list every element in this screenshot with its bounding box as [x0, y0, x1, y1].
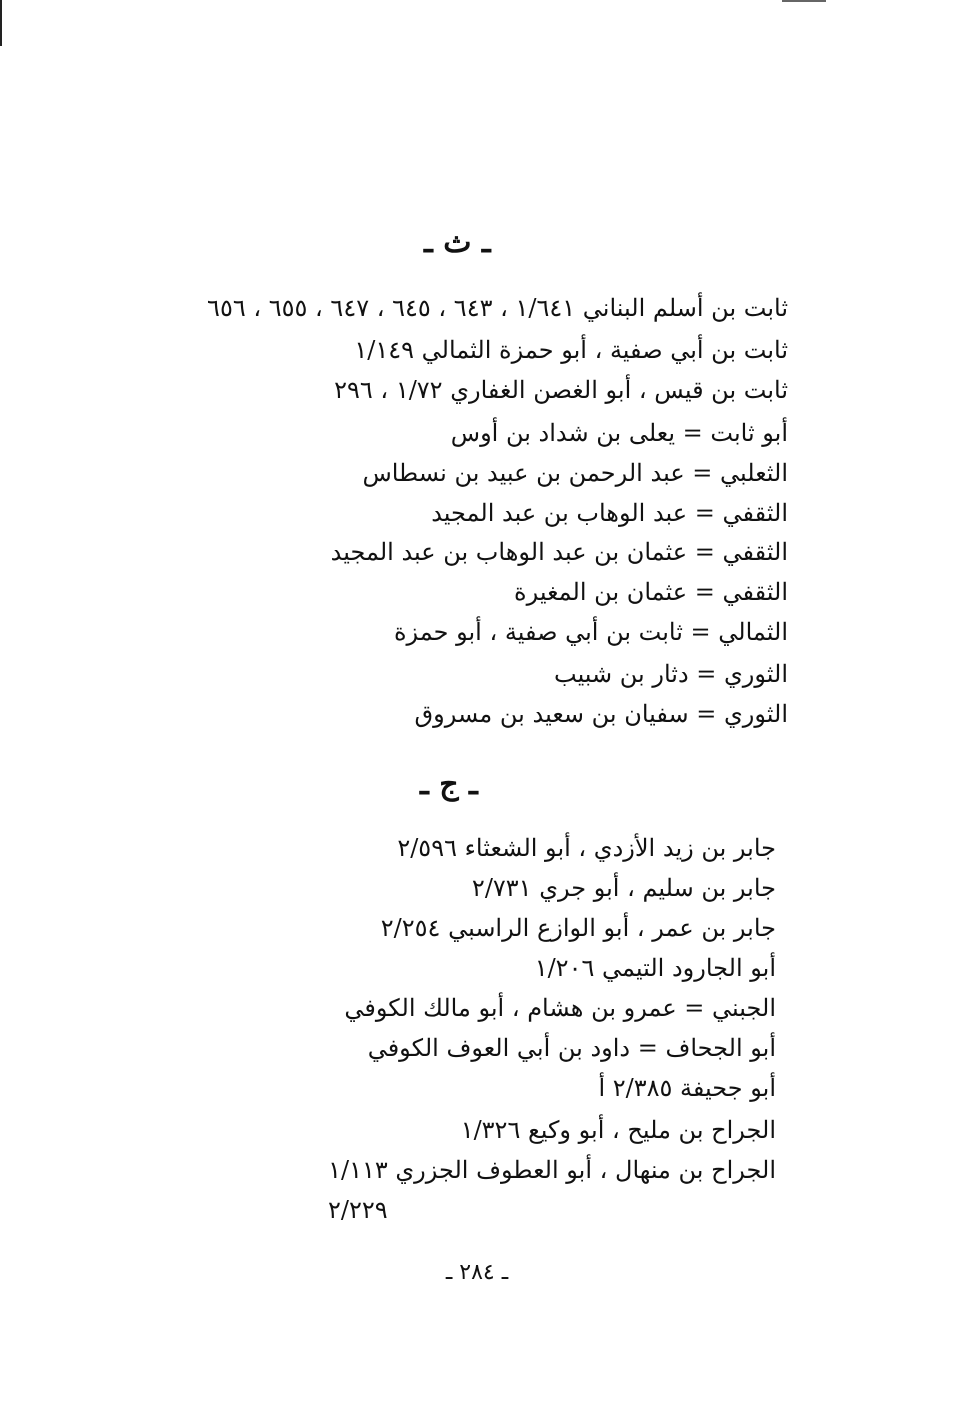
section-heading-jim: ـ ج ـ [420, 767, 478, 802]
index-entry: جابر بن زيد الأزدي ، أبو الشعثاء ٢/٥٩٦ [397, 834, 776, 862]
index-entry: الثوري = سفيان بن سعيد بن مسروق [414, 700, 788, 728]
section-heading-tha: ـ ث ـ [424, 225, 491, 260]
index-entry: أبو ثابت = يعلى بن شداد بن أوس [450, 419, 788, 447]
index-entry: الثقفي = عثمان بن عبد الوهاب بن عبد المجيد [330, 538, 788, 566]
index-entry: ثابت بن أسلم البناني ١/٦٤١ ، ٦٤٣ ، ٦٤٥ ، ٦٤٧ ، ٦٥٥ ، ٦٥٦ [207, 294, 788, 322]
index-entry: الثعلبي = عبد الرحمن بن عبيد بن نسطاس [362, 459, 788, 487]
page-edge-mark [0, 0, 2, 46]
index-entry: الثوري = دثار بن شبيب [554, 660, 788, 688]
index-entry: جابر بن عمر ، أبو الوازع الراسبي ٢/٢٥٤ [380, 914, 776, 942]
index-entry: ثابت بن قيس ، أبو الغصن الغفاري ١/٧٢ ، ٢٩٦ [334, 376, 788, 404]
index-entry: ثابت بن أبي صفية ، أبو حمزة الثمالي ١/١٤٩ [354, 336, 788, 364]
index-entry-continuation: ٢/٢٢٩ [328, 1196, 388, 1224]
index-entry: الثمالي = ثابت بن أبي صفية ، أبو حمزة [393, 618, 788, 646]
index-entry: جابر بن سليم ، أبو جري ٢/٧٣١ [471, 874, 776, 902]
index-entry: الجراح بن منهال ، أبو العطوف الجزري ١/١١٣ [328, 1156, 776, 1184]
index-entry: الثقفي = عثمان بن المغيرة [514, 578, 788, 606]
index-entry: أبو الجارود التيمي ١/٢٠٦ [534, 954, 776, 982]
index-entry: الجراح بن مليح ، أبو وكيع ١/٣٢٦ [460, 1116, 776, 1144]
index-entry: الجبني = عمرو بن هشام ، أبو مالك الكوفي [344, 994, 776, 1022]
index-entry: أبو جحيفة ٢/٣٨٥ أ [598, 1074, 776, 1102]
index-entry: الثقفي = عبد الوهاب بن عبد المجيد [431, 499, 788, 527]
top-scan-mark [782, 0, 826, 2]
index-entry: أبو الجحاف = داود بن أبي العوف الكوفي [367, 1034, 776, 1062]
page-number: ـ ٢٨٤ ـ [445, 1260, 509, 1285]
